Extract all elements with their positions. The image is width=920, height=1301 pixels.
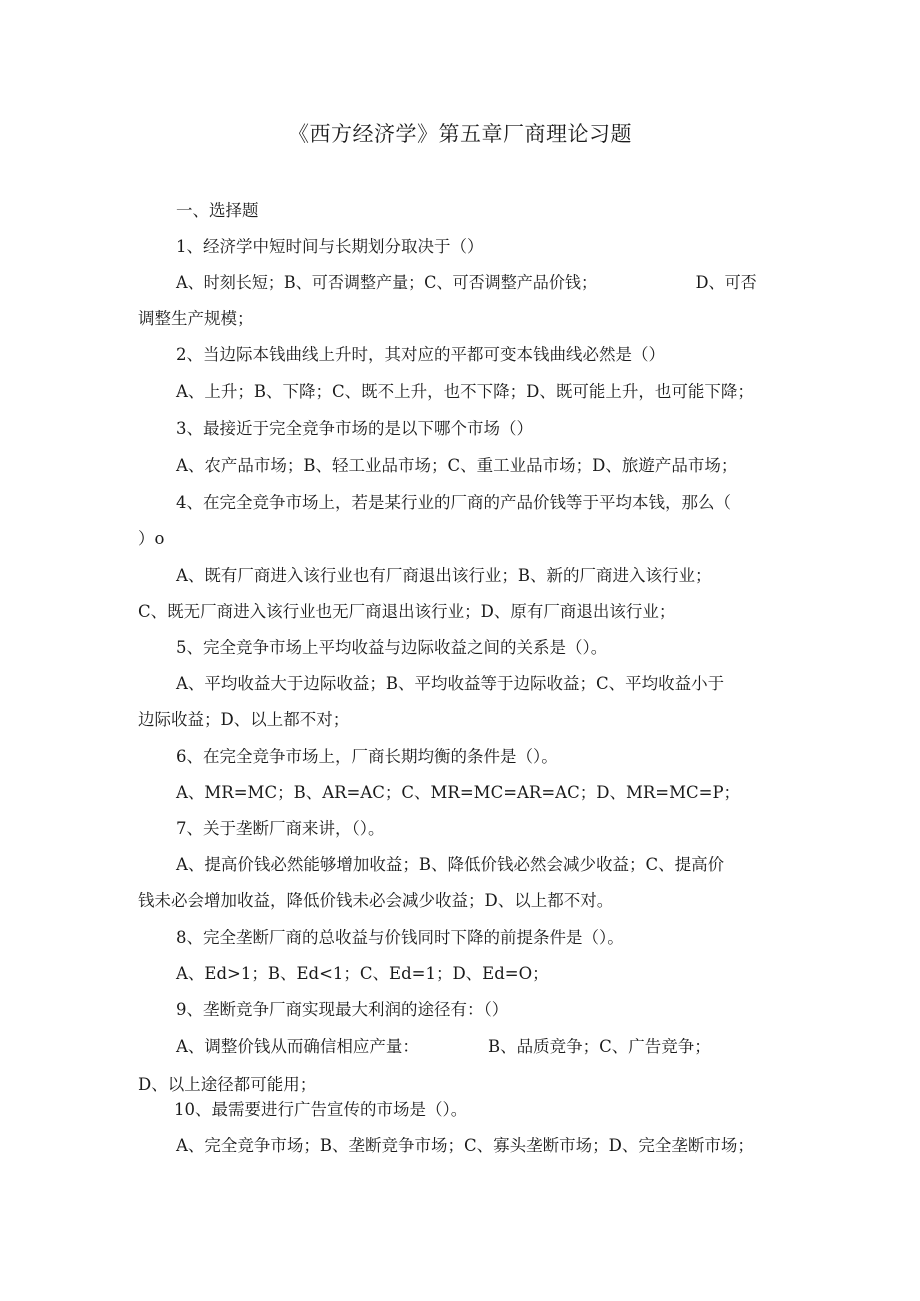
document-title: 《西方经济学》第五章厂商理论习题: [288, 122, 632, 146]
question-1-options-abc: A、时刻长短；B、可否调整产量；C、可否调整产品价钱；: [176, 273, 598, 292]
question-6: 6、在完全竞争市场上，厂商长期均衡的条件是（）。: [176, 747, 558, 766]
question-4-cont: ）o: [138, 529, 165, 548]
question-10-options: A、完全竞争市场；B、垄断竞争市场；C、寡头垄断市场；D、完全垄断市场；: [176, 1136, 754, 1155]
question-1: 1、经济学中短时间与长期划分取决于（）: [176, 237, 484, 256]
question-9: 9、垄断竞争厂商实现最大利润的途径有：（）: [176, 1000, 509, 1019]
question-1-options: [176, 272, 900, 294]
question-7-options-2: 钱未必会增加收益，降低价钱未必会减少收益；D、以上都不对。: [138, 891, 614, 910]
question-9-options-bc: B、品质竞争；C、广告竞争；: [488, 1037, 711, 1056]
question-9-option-d: D、以上途径都可能用；: [138, 1075, 317, 1094]
question-4-options-1: A、既有厂商进入该行业也有厂商退出该行业；B、新的厂商进入该行业；: [176, 566, 712, 585]
question-2: 2、当边际本钱曲线上升时，其对应的平都可变本钱曲线必然是（）: [176, 345, 665, 364]
question-1-option-d: D、可否: [695, 273, 757, 292]
question-7-options-1: A、提高价钱必然能够增加收益；B、降低价钱必然会减少收益；C、提高价: [176, 855, 725, 874]
question-3: 3、最接近于完全竞争市场的是以下哪个市场（）: [176, 419, 533, 438]
question-7: 7、关于垄断厂商来讲，（）。: [176, 819, 385, 838]
question-4-options-2: C、既无厂商进入该行业也无厂商退出该行业；D、原有厂商退出该行业；: [138, 602, 676, 621]
question-6-options: A、MR=MC；B、AR=AC；C、MR=MC=AR=AC；D、MR=MC=P；: [176, 783, 741, 802]
section-heading: 一、选择题: [176, 201, 259, 220]
question-5-options-2: 边际收益；D、以上都不对；: [138, 710, 350, 729]
question-4: 4、在完全竞争市场上，若是某行业的厂商的产品价钱等于平均本钱，那么（: [176, 493, 731, 512]
question-5-options-1: A、平均收益大于边际收益；B、平均收益等于边际收益；C、平均收益小于: [176, 674, 725, 693]
question-9-options: [176, 1036, 736, 1058]
question-5: 5、完全竞争市场上平均收益与边际收益之间的关系是（）。: [176, 638, 608, 657]
question-10: 10、最需要进行广告宣传的市场是（）。: [174, 1100, 468, 1119]
question-1-options-cont: 调整生产规模；: [138, 309, 254, 328]
question-3-options: A、农产品市场；B、轻工业品市场；C、重工业品市场；D、旅遊产品市场；: [176, 456, 738, 475]
question-8: 8、完全垄断厂商的总收益与价钱同时下降的前提条件是（）。: [176, 928, 624, 947]
question-9-option-a: A、调整价钱从而确信相应产量：: [176, 1037, 419, 1056]
question-8-options: A、Ed>1；B、Ed<1；C、Ed=1；D、Ed=O；: [176, 964, 549, 983]
question-2-options: A、上升；B、下降；C、既不上升，也不下降；D、既可能上升，也可能下降；: [176, 382, 754, 401]
